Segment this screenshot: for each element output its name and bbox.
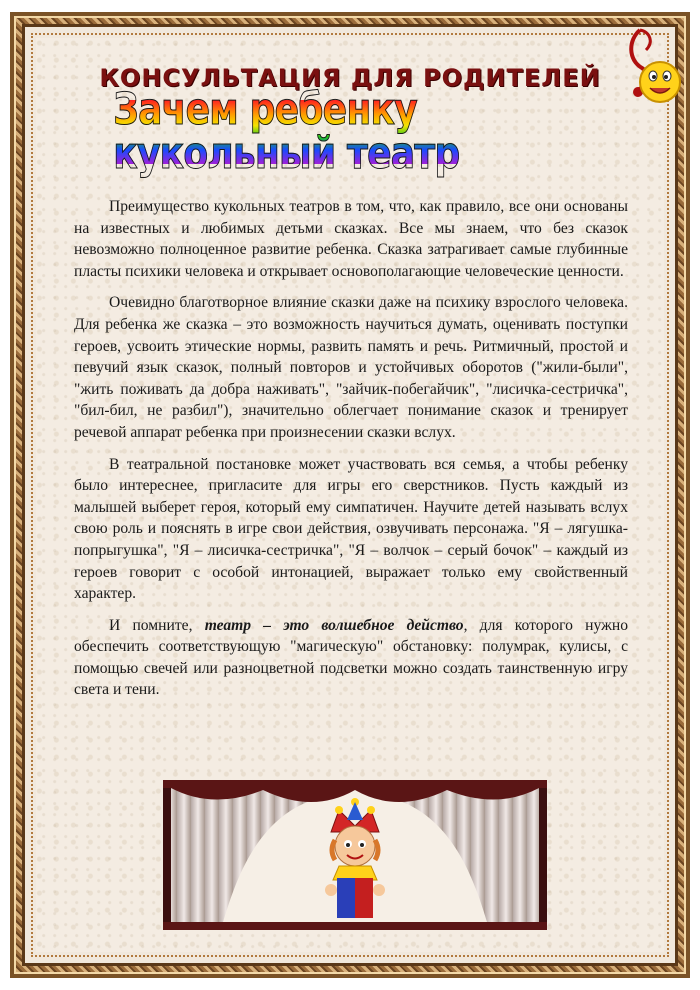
article-body bbox=[74, 196, 628, 711]
paragraph-2: Очевидно благотворное влияние сказки даже на психику взрослого человека. Для ребенка же сказка – это возможность научиться думать, оценивать поступки героев, усвоить этические нормы, развить память и речь. Ритмичный, простой и певучий язык сказок, полный повторов и устойчивых оборотов ("жили-были", "жить поживать да добра наживать", "зайчик-побегайчик", "лисичка-сестричка", "бил-бил, не разбил"), значительно облегчает понимание сказок и тренирует речевой аппарат ребенка при произнесении сказки вслух. bbox=[74, 294, 628, 441]
smiley-music-icon bbox=[620, 20, 690, 110]
paragraph-4 bbox=[74, 615, 628, 701]
page-title: Зачем ребенку кукольный театр bbox=[113, 100, 580, 164]
consultation-heading: КОНСУЛЬТАЦИЯ ДЛЯ РОДИТЕЛЕЙ bbox=[99, 64, 601, 92]
puppet-theater-icon bbox=[163, 780, 547, 930]
paragraph-3: В театральной постановке может участвовать вся семья, а чтобы ребенку было интереснее, пригласите для игры его сверстников. Пусть каждый из малышей выберет героя, который ему симпатичен. Научите детей называть вслух свою роль и пояснять в игре свои действия, озвучивать персонажа. "Я – лягушка-попрыгушка", "Я – лисичка-сестричка", "Я – волчок – серый бочок" – каждый из героев говорит с особой интонацией, выражает только ему свойственный характер. bbox=[74, 455, 628, 603]
paragraph-4-start: И помните, bbox=[109, 616, 205, 634]
emphasis-phrase: театр – это волшебное действо bbox=[204, 616, 464, 634]
paragraph-4-end: , для которого нужно обеспечить соответствующую "магическую" обстановку: полумрак, кулисы, с помощью свечей или разноцветной подсветки можно создать таинственную игру света и тени. bbox=[74, 616, 628, 699]
paragraph-1: Преимущество кукольных театров в том, что, как правило, все они основаны на известных и любимых детьми сказках. Все мы знаем, что без сказок невозможно полноценное развитие ребенка. Сказка затрагивает самые глубинные пласты психики человека и открывает основополагающие человеческие ценности. bbox=[74, 198, 628, 280]
